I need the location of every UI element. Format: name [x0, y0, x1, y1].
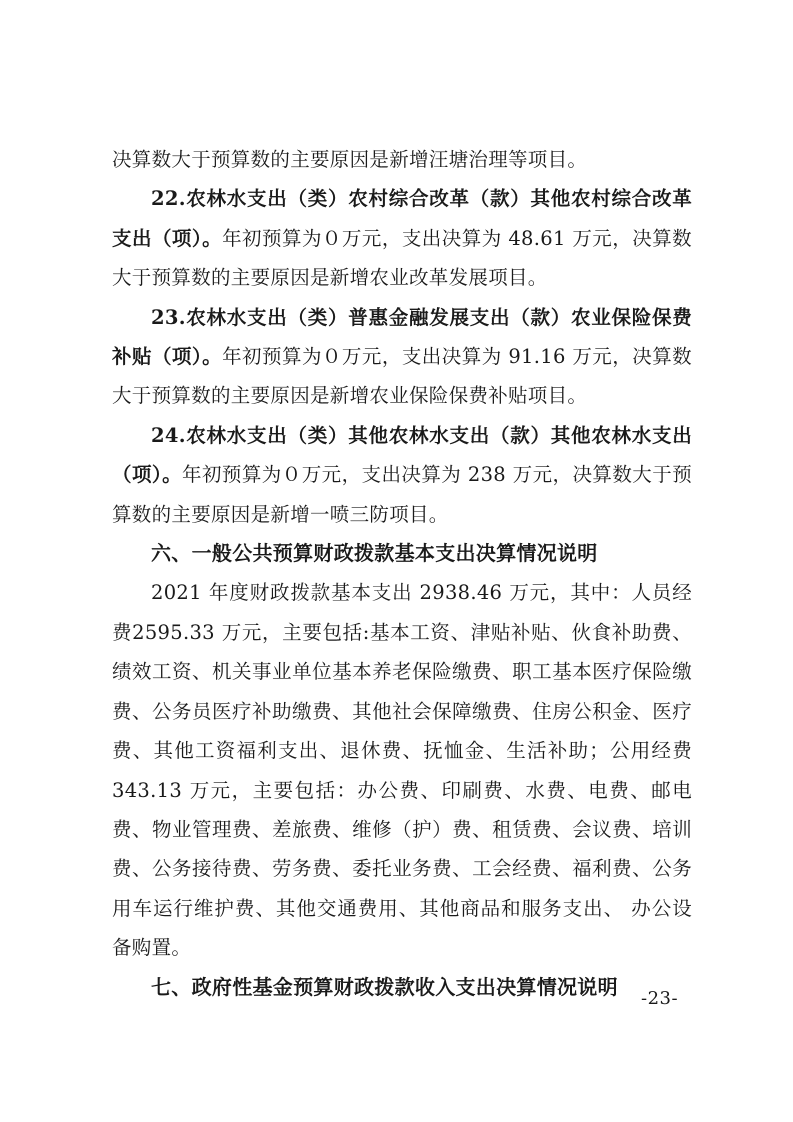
- item-24-text: 年初预算为０万元，支出决算为 238 万元，决算数大于预算数的主要原因是新增一喷三防项目。: [112, 463, 692, 526]
- section-7-heading: 七、政府性基金预算财政拨款收入支出决算情况说明: [151, 974, 618, 999]
- item-22-text: 年初预算为０万元，支出决算为 48.61 万元，决算数大于预算数的主要原因是新增农业改革发展项目。: [112, 226, 692, 290]
- page-content: [112, 140, 692, 1007]
- section-6-body: 2021 年度财政拨款基本支出 2938.46 万元，其中：人员经费2595.33 万元，主要包括:基本工资、津贴补贴、伙食补助费、绩效工资、机关事业单位基本养老保险缴费、职工基本医疗保险缴费、公务员医疗补助缴费、其他社会保障缴费、住房公积金、医疗费、其他工资福利支出、退休费、抚恤金、生活补助；公用经费 343.13 万元，主要包括：办公费、印刷费、水费、电费、邮电费、物业管理费、差旅费、维修（护）费、租赁费、会议费、培训费、公务接待费、劳务费、委托业务费、工会经费、福利费、公务用车运行维护费、其他交通费用、其他商品和服务支出、 办公设备购置。: [112, 581, 692, 960]
- section-6-heading: 六、一般公共预算财政拨款基本支出决算情况说明: [151, 541, 598, 566]
- paragraph-continuation: [112, 140, 692, 179]
- paragraph-item-24: [112, 416, 692, 534]
- item-24-title: 24.农林水支出（类）其他农林水支出（款）其他农林水支出（项）。: [112, 423, 692, 487]
- item-23-title: 23.农林水支出（类）普惠金融发展支出（款）农业保险保费补贴（项）。: [112, 305, 692, 369]
- item-22-title: 22.农林水支出（类）农村综合改革（款）其他农村综合改革支出（项）。: [112, 187, 692, 250]
- page-number: -23-: [641, 988, 679, 1009]
- item-23-text: 年初预算为０万元，支出决算为 91.16 万元，决算数大于预算数的主要原因是新增农业保险保费补贴项目。: [112, 345, 692, 408]
- paragraph-item-23: [112, 298, 692, 416]
- paragraph-text: 决算数大于预算数的主要原因是新增汪塘治理等项目。: [112, 148, 588, 171]
- paragraph-item-22: [112, 179, 692, 297]
